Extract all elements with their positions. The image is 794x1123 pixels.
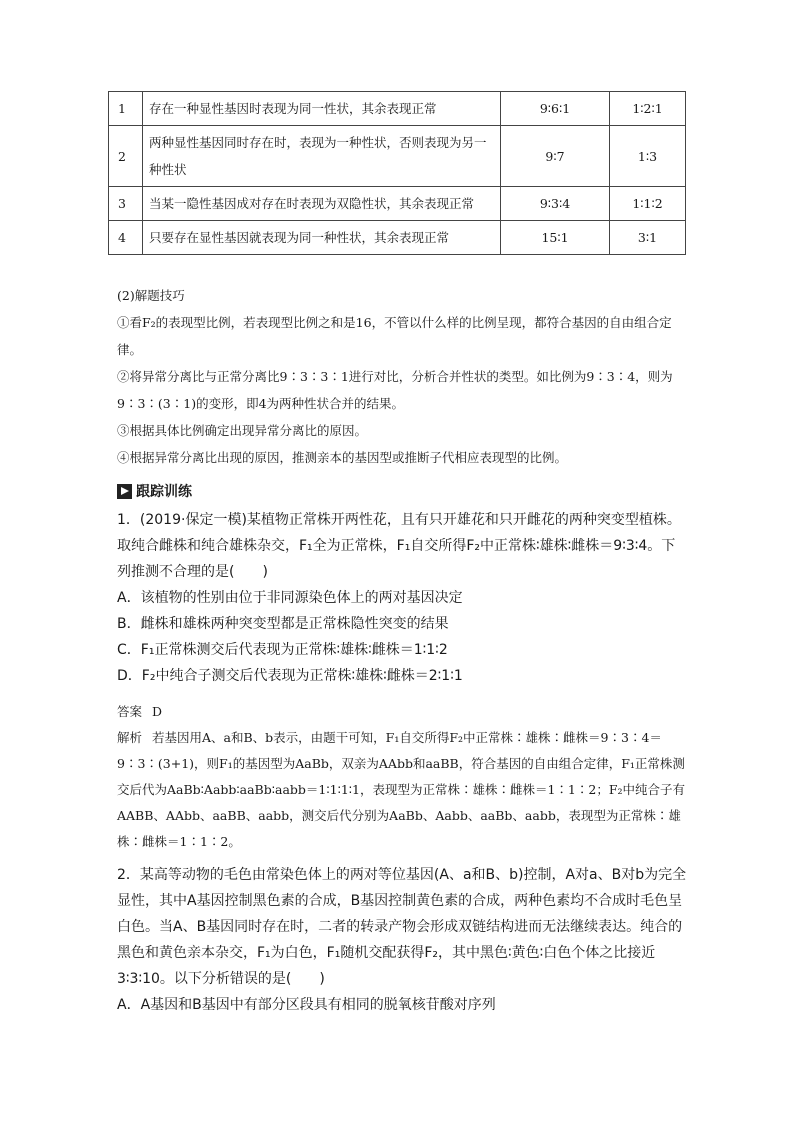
testcross-ratio: 1∶3 (610, 126, 686, 187)
answer-value: D (152, 704, 163, 719)
technique-item: ④根据异常分离比出现的原因，推测亲本的基因型或推断子代相应表现型的比例。 (117, 450, 568, 465)
row-number: 2 (109, 126, 143, 187)
techniques-heading: (2)解题技巧 (117, 288, 185, 303)
table-row (109, 126, 686, 187)
table-row (109, 92, 686, 126)
technique-item: ③根据具体比例确定出现异常分离比的原因。 (117, 423, 368, 438)
technique-item: ①看F₂的表现型比例，若表现型比例之和是16，不管以什么样的比例呈现，都符合基因的自由组合定律。 (117, 315, 672, 357)
ratio-table (108, 91, 686, 255)
row-description: 存在一种显性基因时表现为同一性状，其余表现正常 (143, 92, 501, 126)
row-number: 3 (109, 187, 143, 221)
question-2 (117, 862, 689, 1018)
f2-ratio: 9∶6∶1 (501, 92, 610, 126)
analysis-line (117, 725, 689, 855)
question-stem: 2．某高等动物的毛色由常染色体上的两对等位基因(A、a和B、b)控制，A对a、B对b为完全显性，其中A基因控制黑色素的合成，B基因控制黄色素的合成，两种色素均不合成时毛色呈白色。当A、B基因同时存在时，二者的转录产物会形成双链结构进而无法继续表达。纯合的黑色和黄色亲本杂交，F₁为白色，F₁随机交配获得F₂，其中黑色∶黄色∶白色个体之比接近3∶3∶10。以下分析错误的是( ) (117, 867, 687, 987)
question-1 (117, 507, 689, 689)
option-c: C．F₁正常株测交后代表现为正常株∶雄株∶雌株＝1∶1∶2 (117, 642, 448, 658)
testcross-ratio: 1∶1∶2 (610, 187, 686, 221)
question-stem: 1．(2019·保定一模)某植物正常株开两性花，且有只开雄花和只开雌花的两种突变型植株。取纯合雌株和纯合雄株杂交，F₁全为正常株，F₁自交所得F₂中正常株∶雄株∶雌株＝9∶3∶4。下列推测不合理的是( ) (117, 512, 681, 580)
section-title: 跟踪训练 (136, 484, 192, 500)
table-row (109, 187, 686, 221)
techniques-block (117, 282, 687, 471)
row-description: 只要存在显性基因就表现为同一种性状，其余表现正常 (143, 221, 501, 255)
option-b: B．雌株和雄株两种突变型都是正常株隐性突变的结果 (117, 616, 449, 632)
f2-ratio: 9∶7 (501, 126, 610, 187)
answer-line (117, 699, 689, 725)
option-a: A．A基因和B基因中有部分区段具有相同的脱氧核苷酸对序列 (117, 997, 496, 1013)
f2-ratio: 9∶3∶4 (501, 187, 610, 221)
option-d: D．F₂中纯合子测交后代表现为正常株∶雄株∶雌株＝2∶1∶1 (117, 668, 463, 684)
f2-ratio: 15∶1 (501, 221, 610, 255)
analysis-label: 解析 (117, 730, 143, 745)
row-number: 4 (109, 221, 143, 255)
answer-label: 答案 (117, 704, 143, 719)
option-a: A．该植物的性别由位于非同源染色体上的两对基因决定 (117, 590, 463, 606)
answer-block (117, 699, 689, 855)
row-description: 当某一隐性基因成对存在时表现为双隐性状，其余表现正常 (143, 187, 501, 221)
testcross-ratio: 3∶1 (610, 221, 686, 255)
technique-item: ②将异常分离比与正常分离比9∶3∶3∶1进行对比，分析合并性状的类型。如比例为9∶3∶4，则为9∶3∶(3∶1)的变形，即4为两种性状合并的结果。 (117, 369, 673, 411)
table-row (109, 221, 686, 255)
testcross-ratio: 1∶2∶1 (610, 92, 686, 126)
section-heading (117, 481, 192, 501)
row-description: 两种显性基因同时存在时，表现为一种性状，否则表现为另一种性状 (143, 126, 501, 187)
analysis-text: 若基因用A、a和B、b表示，由题干可知，F₁自交所得F₂中正常株∶雄株∶雌株＝9∶3∶4＝9∶3∶(3+1)，则F₁的基因型为AaBb，双亲为AAbb和aaBB，符合基因的自由组合定律，F₁正常株测交后代为AaBb∶Aabb∶aaBb∶aabb＝1∶1∶1∶1，表现型为正常株∶雄株∶雌株＝1∶1∶2；F₂中纯合子有AABB、AAbb、aaBB、aabb，测交后代分别为AaBb、Aabb、aaBb、aabb，表现型为正常株∶雄株∶雌株＝1∶1∶2。 (117, 730, 686, 849)
row-number: 1 (109, 92, 143, 126)
play-triangle-icon (117, 484, 132, 499)
